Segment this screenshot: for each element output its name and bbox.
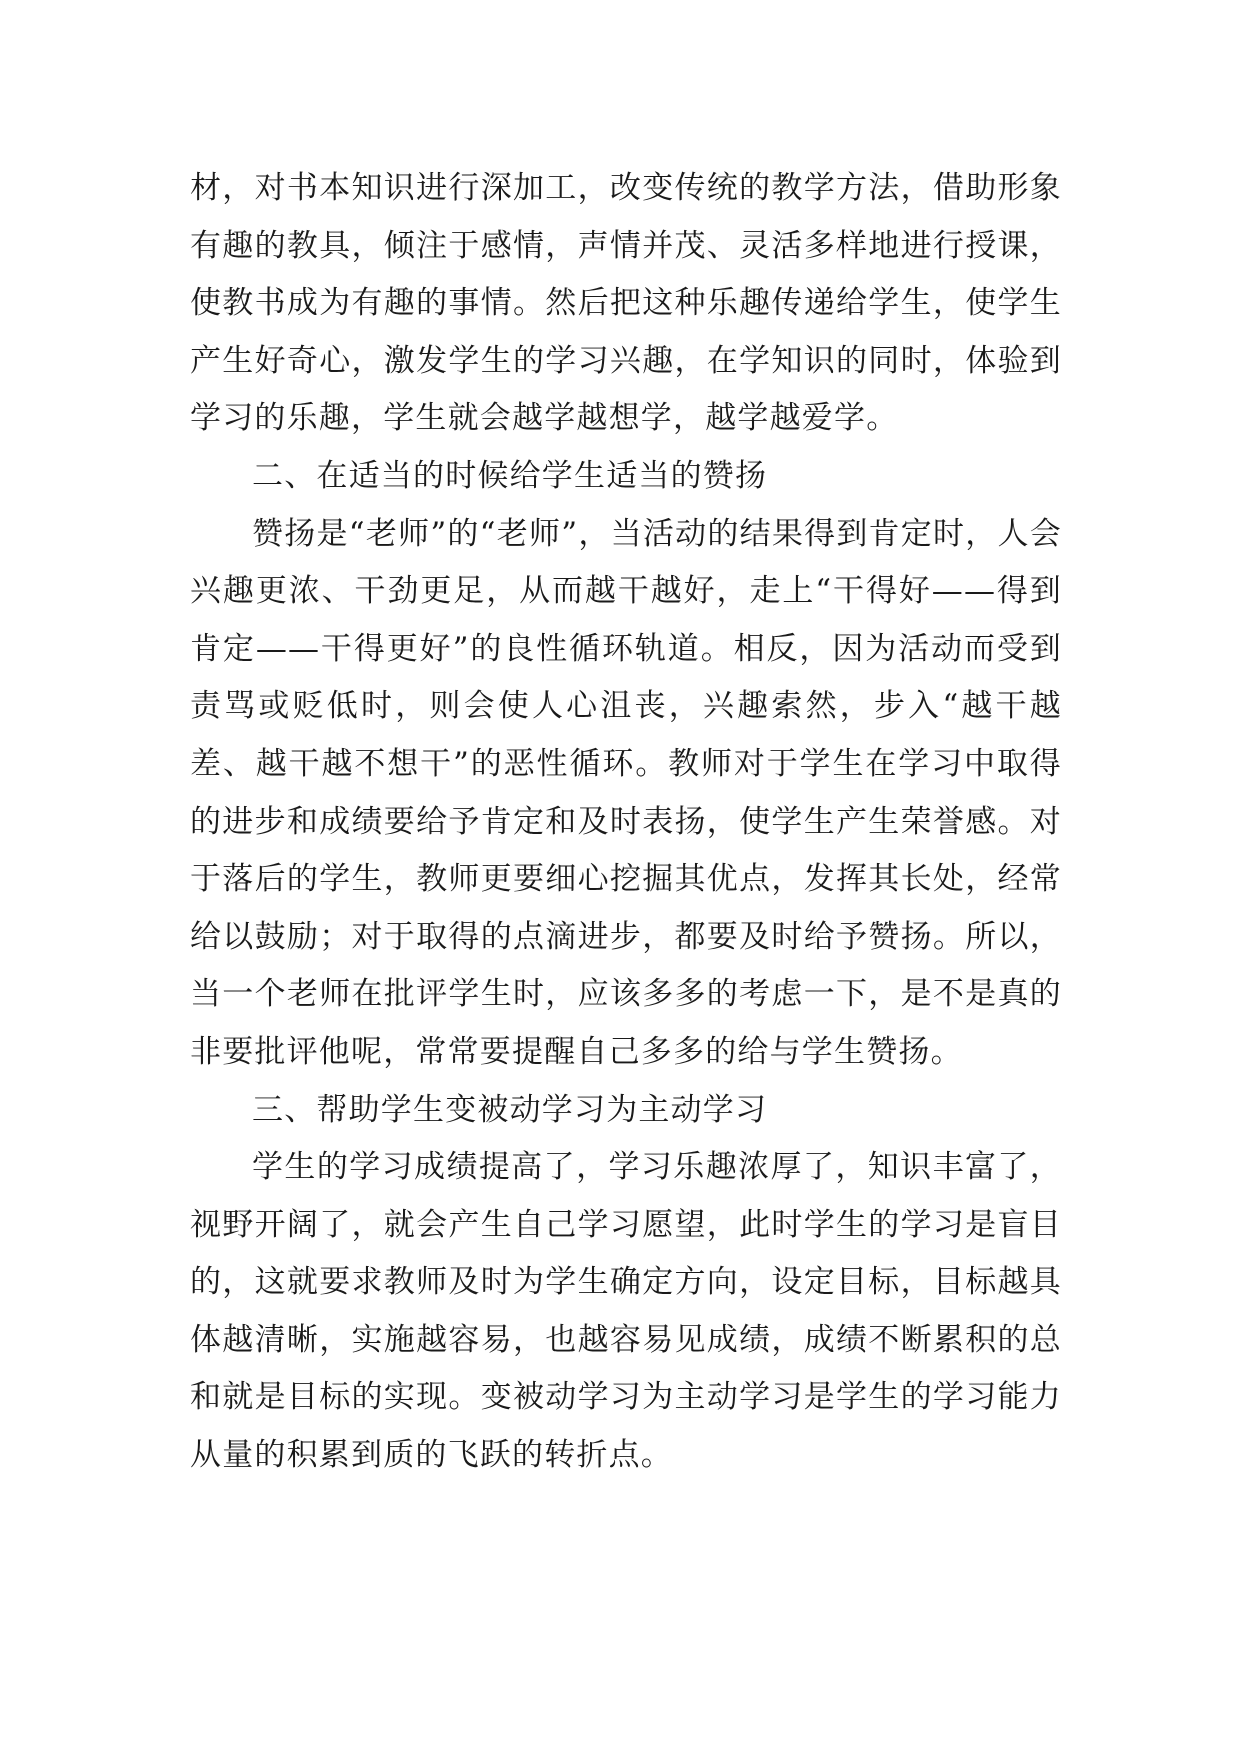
paragraph-praise: 赞扬是“老师”的“老师”，当活动的结果得到肯定时，人会兴趣更浓、干劲更足，从而越干越好，走上“干得好——得到肯定——干得更好”的良性循环轨道。相反，因为活动而受到责骂或贬低时，则会使人心沮丧，兴趣索然，步入“越干越差、越干越不想干”的恶性循环。教师对于学生在学习中取得的进步和成绩要给予肯定和及时表扬，使学生产生荣誉感。对于落后的学生，教师更要细心挖掘其优点，发挥其长处，经常给以鼓励；对于取得的点滴进步，都要及时给予赞扬。所以，当一个老师在批评学生时，应该多多的考虑一下，是不是真的非要批评他呢，常常要提醒自己多多的给与学生赞扬。	[190, 515, 1062, 1070]
paragraph-active-learning: 学生的学习成绩提高了，学习乐趣浓厚了，知识丰富了，视野开阔了，就会产生自己学习愿望，此时学生的学习是盲目的，这就要求教师及时为学生确定方向，设定目标，目标越具体越清晰，实施越容易，也越容易见成绩，成绩不断累积的总和就是目标的实现。变被动学习为主动学习是学生的学习能力从量的积累到质的飞跃的转折点。	[190, 1149, 1062, 1474]
document-body	[190, 160, 1062, 1485]
section-heading-2: 二、在适当的时候给学生适当的赞扬	[252, 457, 768, 494]
paragraph-continuation: 材，对书本知识进行深加工，改变传统的教学方法，借助形象有趣的教具，倾注于感情，声情并茂、灵活多样地进行授课，使教书成为有趣的事情。然后把这种乐趣传递给学生，使学生产生好奇心，激发学生的学习兴趣，在学知识的同时，体验到学习的乐趣，学生就会越学越想学，越学越爱学。	[190, 170, 1062, 437]
section-heading-3: 三、帮助学生变被动学习为主动学习	[252, 1091, 768, 1128]
